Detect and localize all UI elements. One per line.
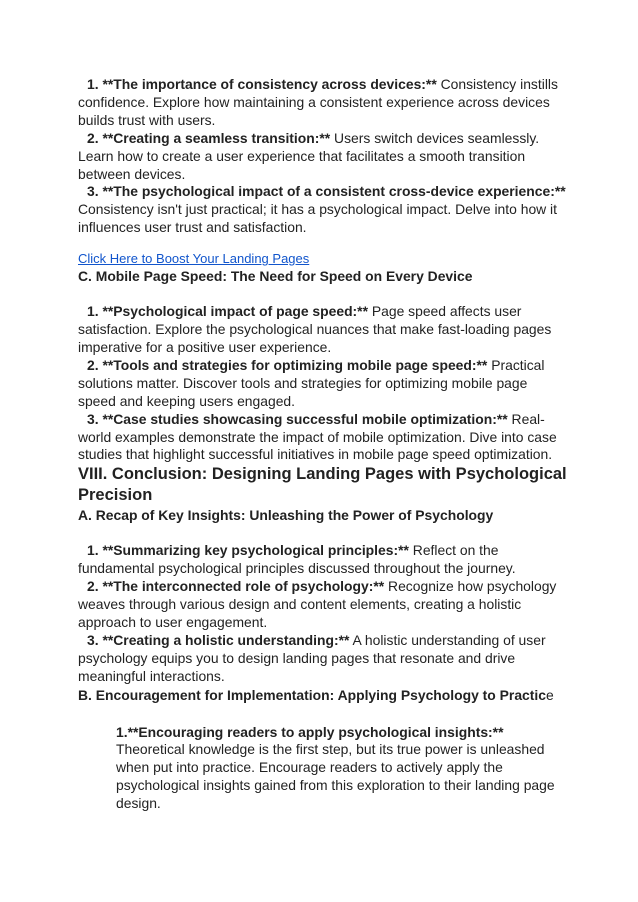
list-item: 2. **Creating a seamless transition:** Users switch devices seamlessly. Learn how to create a user experience that facilitates a smooth transition between devices. [78,129,540,182]
recap-list [78,542,568,685]
list-item: 3. **The psychological impact of a consistent cross-device experience:** Consistency isn't just practical; it has a psychological impact. Delve into how it influences user trust and satisfaction. [78,183,566,236]
list-item: 3. **Case studies showcasing successful mobile optimization:** Real-world examples demonstrate the impact of mobile optimization. Dive into case studies that highlight successful initiatives in mobile page speed optimization. [78,410,557,463]
section-a-heading: A. Recap of Key Insights: Unleashing the Power of Psychology [78,507,494,524]
list-item: 3. **Creating a holistic understanding:** A holistic understanding of user psychology equips you to design landing pages that resonate and drive meaningful interactions. [78,631,546,684]
page-speed-list [78,303,568,464]
list-item: 1.**Encouraging readers to apply psychological insights:** Theoretical knowledge is the first step, but its true power is unleashed when put into practice. Encourage readers to actively apply the psychological insights gained from this exploration to their landing page design. [116,723,555,812]
section-b-heading: B. Encouragement for Implementation: Applying Psychology to Practice [78,686,554,703]
implementation-list [116,724,568,814]
cross-device-list [78,76,568,237]
list-item: 1. **Psychological impact of page speed:** Page speed affects user satisfaction. Explore the psychological nuances that make fast-loading pages imperative for a positive user experience. [78,303,552,355]
list-item: 1. **The importance of consistency across devices:** Consistency instills confidence. Explore how maintaining a consistent experience across devices builds trust with users. [78,76,558,128]
section-viii-heading: VIII. Conclusion: Designing Landing Pages with Psychological Precision [78,465,567,505]
list-item: 2. **Tools and strategies for optimizing mobile page speed:** Practical solutions matter. Discover tools and strategies for optimizing mobile page speed and keeping users engaged. [78,356,545,409]
list-item: 1. **Summarizing key psychological principles:** Reflect on the fundamental psychological principles discussed throughout the journey. [78,542,516,577]
boost-landing-pages-link[interactable]: Click Here to Boost Your Landing Pages [78,251,310,267]
list-item: 2. **The interconnected role of psychology:** Recognize how psychology weaves through various design and content elements, creating a holistic approach to user engagement. [78,578,557,630]
section-c-heading: C. Mobile Page Speed: The Need for Speed on Every Device [78,268,473,285]
document-content [78,76,568,813]
